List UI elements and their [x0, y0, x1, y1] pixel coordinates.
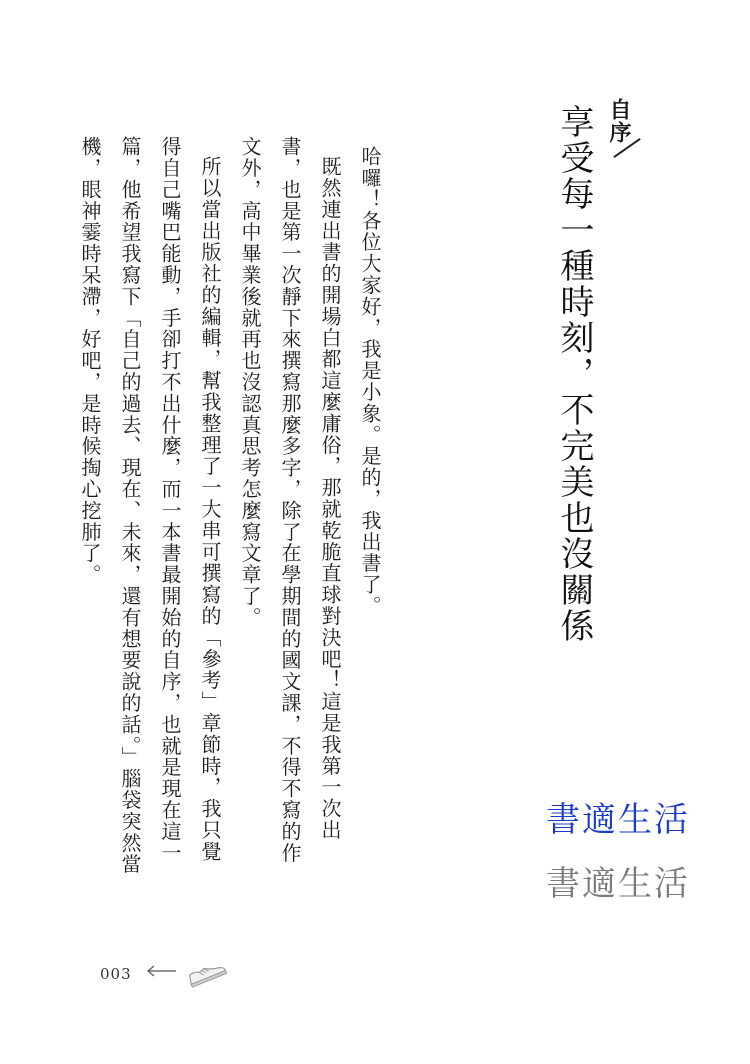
chapter-title: 享受每一種時刻，不完美也沒關係: [554, 104, 594, 644]
paragraph-2: 既然連出書的開場白都這麼庸俗，那就乾脆直球對決吧！這是我第一次出書，也是第一次靜下來撰寫那麼多字，除了在學期間的國文課，不得不寫的作文外，高中畢業後就再也沒認真思考怎麼寫文章了。: [238, 136, 342, 864]
paragraph-1: 哈囉！各位大家好，我是小象。是的，我出書了。: [358, 146, 382, 617]
left-arrow-icon: [146, 964, 178, 978]
sneaker-icon: [184, 958, 228, 988]
paragraph-3: 所以當出版社的編輯，幫我整理了一大串可撰寫的「參考」章節時，我只覺得自己嘴巴能動，手卻打不出什麼，而一本書最開始的自序，也就是現在這一篇，他希望我寫下「自己的過去、現在、未來，還有想要說的話。」腦袋突然當機，眼神霎時呆滯，好吧，是時候掏心挖肺了。: [78, 136, 222, 875]
page-number: 003: [100, 965, 132, 983]
brand-logo-blue: 書適生活: [546, 800, 690, 840]
brand-logo-gray: 書適生活: [546, 864, 690, 904]
body-text: [70, 136, 390, 876]
preface-label: 自序: [606, 98, 631, 144]
